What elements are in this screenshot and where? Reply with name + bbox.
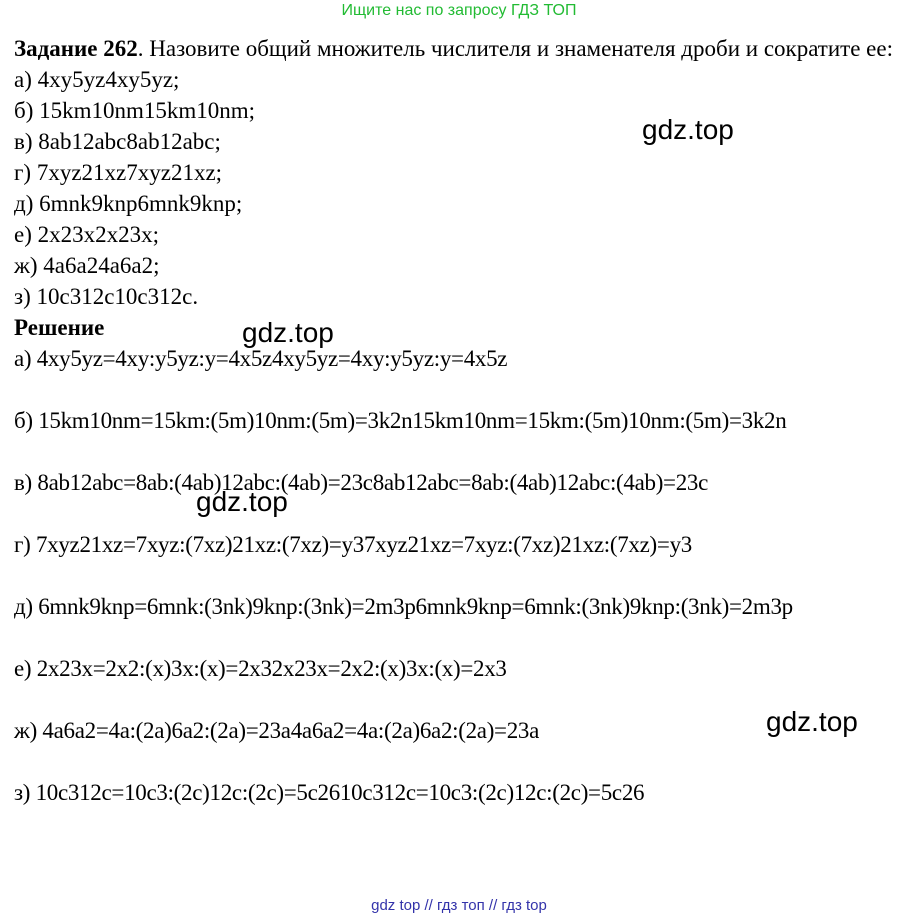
task-item-b: б) 15km10nm15km10nm;	[14, 98, 256, 123]
bottom-banner: gdz top // гдз топ // гдз top	[371, 897, 547, 914]
watermark-1: gdz.top	[642, 114, 734, 145]
solution-line-zh: ж) 4a6a2=4a:(2a)6a2:(2a)=23a4a6a2=4a:(2a)6a2:(2a)=23a	[14, 718, 540, 743]
watermark-4: gdz.top	[766, 706, 858, 737]
top-banner: Ищите нас по запросу ГДЗ ТОП	[341, 2, 577, 19]
task-label: Задание 262	[14, 36, 138, 61]
task-item-d: д) 6mnk9knp6mnk9knp;	[14, 191, 243, 216]
task-item-z: з) 10c312c10c312c.	[14, 284, 199, 309]
solution-line-a: а) 4xy5yz=4xy:y5yz:y=4x5z4xy5yz=4xy:y5yz:y=4x5z	[14, 346, 508, 371]
solution-line-b: б) 15km10nm=15km:(5m)10nm:(5m)=3k2n15km10nm=15km:(5m)10nm:(5m)=3k2n	[14, 408, 787, 433]
task-text: . Назовите общий множитель числителя и знаменателя дроби и сократите ее:	[137, 36, 893, 61]
solution-line-d: д) 6mnk9knp=6mnk:(3nk)9knp:(3nk)=2m3p6mnk9knp=6mnk:(3nk)9knp:(3nk)=2m3p	[14, 594, 793, 619]
solution-heading: Решение	[14, 315, 105, 340]
task-item-zh: ж) 4a6a24a6a2;	[14, 253, 160, 278]
task-statement	[14, 33, 904, 64]
solution-line-e: е) 2x23x=2x2:(x)3x:(x)=2x32x23x=2x2:(x)3x:(x)=2x3	[14, 656, 507, 681]
solution-line-v: в) 8ab12abc=8ab:(4ab)12abc:(4ab)=23c8ab12abc=8ab:(4ab)12abc:(4ab)=23c	[14, 470, 709, 495]
solution-line-z: з) 10c312c=10c3:(2c)12c:(2c)=5c2610c312c=10c3:(2c)12c:(2c)=5c26	[14, 780, 645, 805]
solution-line-g: г) 7xyz21xz=7xyz:(7xz)21xz:(7xz)=y37xyz21xz=7xyz:(7xz)21xz:(7xz)=y3	[14, 532, 692, 557]
watermark-2: gdz.top	[242, 317, 334, 348]
task-item-g: г) 7xyz21xz7xyz21xz;	[14, 160, 223, 185]
task-item-a: а) 4xy5yz4xy5yz;	[14, 67, 180, 92]
document-body	[14, 33, 904, 808]
watermark-3: gdz.top	[196, 486, 288, 517]
task-item-e: е) 2x23x2x23x;	[14, 222, 160, 247]
task-item-v: в) 8ab12abc8ab12abc;	[14, 129, 221, 154]
